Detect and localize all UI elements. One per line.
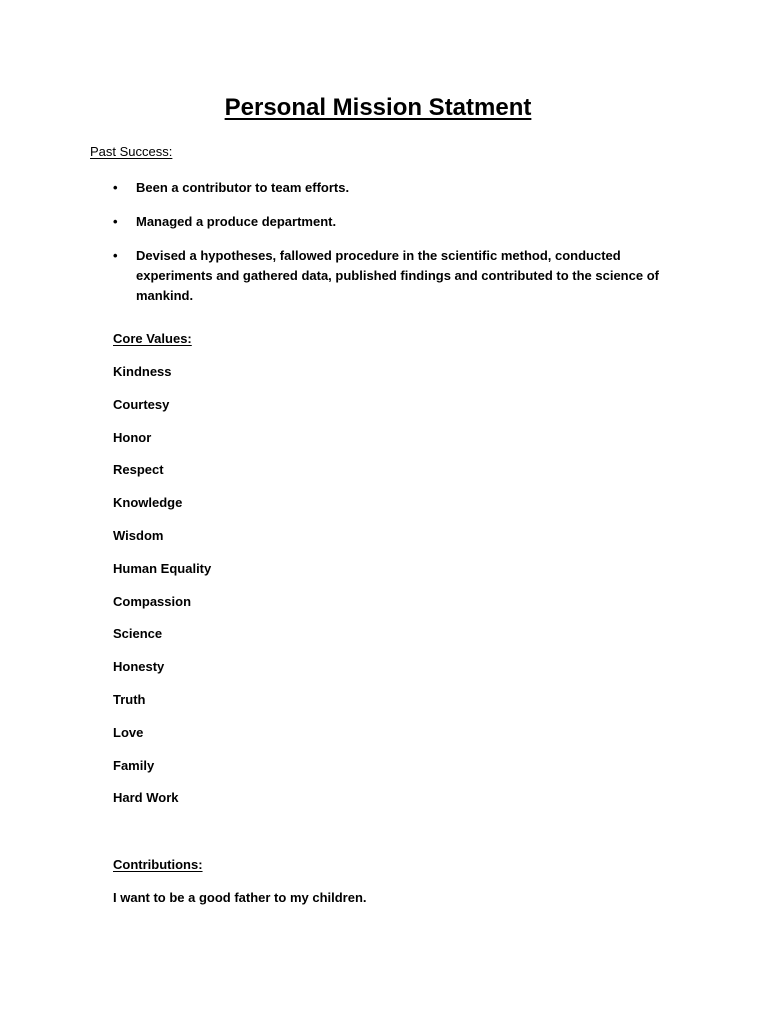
list-item: Family: [113, 757, 155, 773]
list-item: Respect: [113, 462, 164, 478]
list-item: Honesty: [113, 659, 165, 675]
list-item: Hard Work: [113, 790, 179, 806]
list-item: Truth: [113, 691, 146, 707]
list-item: Wisdom: [113, 527, 164, 543]
document-title-text: Personal Mission Statment: [224, 94, 532, 121]
list-item: Science: [113, 626, 163, 642]
list-item: [113, 178, 693, 198]
list-item: Honor: [113, 429, 152, 445]
past-success-heading: Past Success:: [90, 144, 173, 159]
list-item: Kindness: [113, 364, 172, 379]
contributions-heading-text: Contributions:: [113, 857, 203, 872]
core-values-list: [113, 364, 211, 823]
list-item: Human Equality: [113, 560, 212, 576]
contributions-heading: [113, 857, 211, 873]
bullet-icon: •: [113, 248, 118, 263]
list-item-text: Managed a produce department.: [136, 214, 337, 229]
contributions-text: I want to be a good father to my children.: [113, 890, 367, 905]
list-item: [113, 246, 693, 306]
list-item: Knowledge: [113, 495, 183, 511]
list-item: Love: [113, 724, 144, 740]
list-item-text: Been a contributor to team efforts.: [136, 180, 350, 195]
list-item-text: Devised a hypotheses, fallowed procedure in the scientific method, conducted experiments and gathered data, published findings and contributed to the science of mankind.: [136, 248, 659, 303]
core-values-heading: Core Values:: [113, 331, 192, 346]
bullet-icon: •: [113, 180, 118, 195]
list-item: Compassion: [113, 593, 192, 609]
past-success-list: [113, 178, 693, 320]
list-item: Courtesy: [113, 396, 170, 412]
list-item: [113, 212, 693, 232]
bullet-icon: •: [113, 214, 118, 229]
document-title: [0, 93, 768, 123]
